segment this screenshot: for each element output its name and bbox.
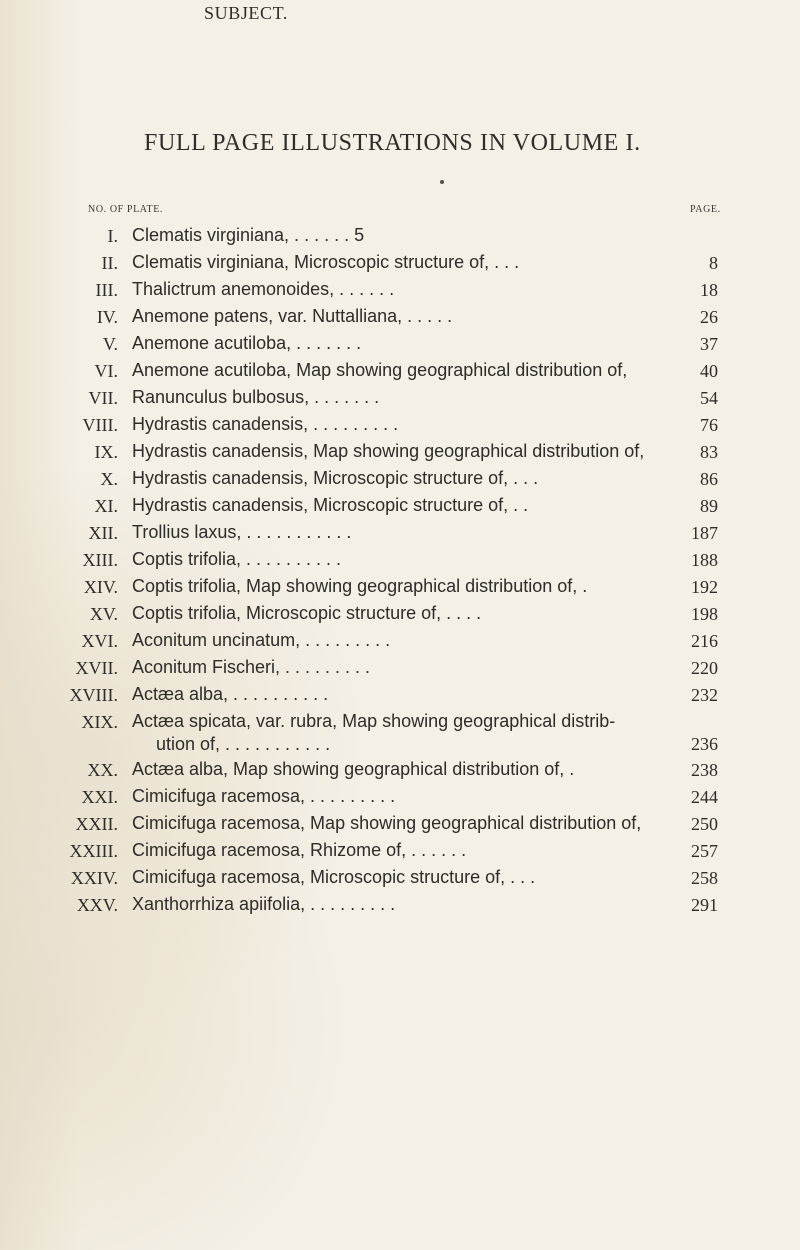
plate-page-number: 244 (691, 787, 718, 807)
plate-row (0, 600, 800, 627)
plate-page-number: 216 (691, 631, 718, 651)
plate-number: VII. (88, 388, 118, 408)
plate-page-number: 83 (700, 442, 718, 462)
header-plate-number: NO. OF PLATE. (88, 204, 164, 215)
plate-row (0, 627, 800, 654)
plate-page-number: 40 (700, 361, 718, 381)
plate-page-number: 236 (691, 734, 718, 754)
plate-number: XIV. (83, 577, 118, 597)
plate-number: XVII. (75, 658, 118, 678)
plate-subject: Hydrastis canadensis, Microscopic structure of, . . (132, 495, 529, 515)
plate-row (0, 546, 800, 573)
plate-number: XX. (87, 760, 118, 780)
plate-number: XVI. (81, 631, 118, 651)
plate-subject: Anemone patens, var. Nuttalliana, . . . . . (132, 306, 453, 326)
plate-page-number: 257 (691, 841, 718, 861)
plate-subject: Xanthorrhiza apiifolia, . . . . . . . . . (132, 894, 396, 914)
plate-page-number: 198 (691, 604, 718, 624)
plate-number: III. (95, 280, 118, 300)
plate-row (0, 681, 800, 708)
plate-subject: Cimicifuga racemosa, . . . . . . . . . (132, 786, 396, 806)
header-subject: SUBJECT. (204, 3, 288, 23)
plate-page-number: 187 (691, 523, 718, 543)
plate-subject: Actæa alba, Map showing geographical distribution of, . (132, 759, 575, 779)
plate-row (0, 891, 800, 918)
plate-page-number: 188 (691, 550, 718, 570)
plate-subject: Anemone acutiloba, . . . . . . . (132, 333, 362, 353)
plate-page-number: 8 (709, 253, 718, 273)
plate-number: XVIII. (69, 685, 118, 705)
plate-row (0, 756, 800, 783)
plate-number: IX. (94, 442, 118, 462)
plate-number: II. (101, 253, 118, 273)
plate-subject: Clematis virginiana, . . . . . . 5 (132, 225, 365, 245)
plate-page-number: 76 (700, 415, 718, 435)
plate-subject: Aconitum Fischeri, . . . . . . . . . (132, 657, 371, 677)
plate-subject: Thalictrum anemonoides, . . . . . . (132, 279, 395, 299)
plate-subject-continued: ution of, . . . . . . . . . . . (156, 734, 331, 754)
plate-number: IV. (96, 307, 118, 327)
plate-row (0, 708, 800, 756)
plate-subject: Coptis trifolia, . . . . . . . . . . (132, 549, 342, 569)
plate-page-number: 54 (700, 388, 718, 408)
plate-row (0, 438, 800, 465)
ornament-dot (440, 180, 444, 184)
plate-subject: Hydrastis canadensis, Microscopic structure of, . . . (132, 468, 539, 488)
plate-number: I. (107, 226, 118, 246)
plate-subject: Trollius laxus, . . . . . . . . . . . (132, 522, 352, 542)
plate-subject: Cimicifuga racemosa, Map showing geographical distribution of, (132, 813, 642, 833)
plate-page-number: 232 (691, 685, 718, 705)
plate-subject: Ranunculus bulbosus, . . . . . . . (132, 387, 380, 407)
plate-subject: Aconitum uncinatum, . . . . . . . . . (132, 630, 391, 650)
plate-page-number: 238 (691, 760, 718, 780)
plate-number: V. (102, 334, 118, 354)
plate-subject: Clematis virginiana, Microscopic structure of, . . . (132, 252, 520, 272)
plate-number: XIII. (82, 550, 118, 570)
plate-subject: Actæa alba, . . . . . . . . . . (132, 684, 329, 704)
plate-page-number: 37 (700, 334, 718, 354)
plate-row (0, 303, 800, 330)
plate-subject: Cimicifuga racemosa, Microscopic structure of, . . . (132, 867, 536, 887)
plate-number: XXIV. (70, 868, 118, 888)
plate-subject: Coptis trifolia, Map showing geographical distribution of, . (132, 576, 588, 596)
plate-page-number: 192 (691, 577, 718, 597)
plate-subject: Hydrastis canadensis, . . . . . . . . . (132, 414, 399, 434)
plate-page-number: 250 (691, 814, 718, 834)
plate-row (0, 276, 800, 303)
plate-number: XIX. (81, 712, 118, 732)
plate-number: XV. (89, 604, 118, 624)
plate-number: XXIII. (69, 841, 118, 861)
plate-number: XI. (94, 496, 118, 516)
plate-row (0, 783, 800, 810)
plate-page-number: 86 (700, 469, 718, 489)
plate-subject: Anemone acutiloba, Map showing geographical distribution of, (132, 360, 628, 380)
page-title: FULL PAGE ILLUSTRATIONS IN VOLUME I. (144, 130, 641, 156)
plate-row (0, 222, 800, 249)
plate-row (0, 330, 800, 357)
plate-subject: Coptis trifolia, Microscopic structure of, . . . . (132, 603, 482, 623)
plate-subject: Actæa spicata, var. rubra, Map showing geographical distrib- (132, 711, 616, 731)
plate-page-number: 258 (691, 868, 718, 888)
plate-row (0, 573, 800, 600)
plate-subject: Hydrastis canadensis, Map showing geographical distribution of, (132, 441, 645, 461)
header-page: PAGE. (690, 204, 721, 215)
plate-page-number: 89 (700, 496, 718, 516)
plate-row (0, 384, 800, 411)
plate-row (0, 864, 800, 891)
plate-number: X. (100, 469, 118, 489)
plate-row (0, 519, 800, 546)
plate-page-number: 26 (700, 307, 718, 327)
plate-row (0, 654, 800, 681)
plate-row (0, 465, 800, 492)
plate-page-number: 18 (700, 280, 718, 300)
plate-page-number: 220 (691, 658, 718, 678)
plate-number: XXV. (76, 895, 118, 915)
plate-row (0, 837, 800, 864)
plates-list (0, 222, 800, 918)
plate-number: XXI. (81, 787, 118, 807)
plate-number: VI. (94, 361, 118, 381)
plate-row (0, 810, 800, 837)
plate-subject: Cimicifuga racemosa, Rhizome of, . . . . . . (132, 840, 467, 860)
plate-row (0, 357, 800, 384)
plate-row (0, 249, 800, 276)
plate-page-number: 291 (691, 895, 718, 915)
plate-number: XII. (88, 523, 118, 543)
plate-number: VIII. (82, 415, 118, 435)
plate-row (0, 492, 800, 519)
plate-number: XXII. (75, 814, 118, 834)
plate-row (0, 411, 800, 438)
